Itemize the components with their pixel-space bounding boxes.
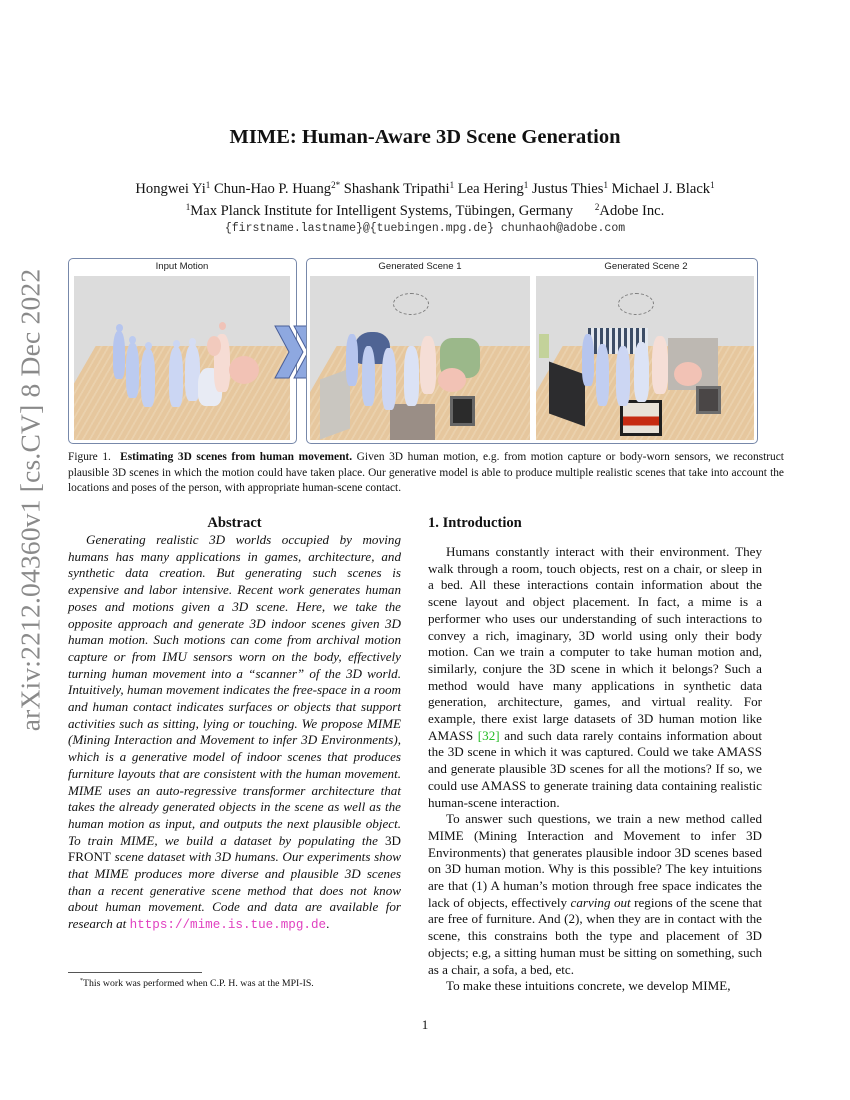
human-figure [438,368,466,392]
human-figure [229,356,259,384]
figure-caption [68,450,784,497]
side-table [696,386,721,414]
author-block [0,176,850,220]
intro-paragraph-1: Humans constantly interact with their environment. They walk through a room, touch objects, rest on a chair, or sleep in a bed. All these interactions contain information about the scene layout and object placement. In fact, a mime is a performer who uses our understanding of such interactions to convey a rich, imaginary, 3D world using only their body motion. Can we train a computer to take human motion and, similarly, conjure the 3D scene in which it belongs? Such a method would have many applications in synthetic data generation, architecture, games, and virtual reality. For example, there exist large datasets of 3D human motion like AMASS [32] and such data rarely contains information about the 3D scene in which it was captured. Could we take AMASS and generate plausible 3D scenes for all the motions? If so, we could use AMASS to generate training data containing realistic human-scene interaction. [428,544,762,810]
armchair-grey [390,404,435,440]
human-figure [169,347,183,407]
citation-link[interactable]: [32] [477,727,500,743]
human-figure [346,334,358,386]
panel-label: Generated Scene 1 [378,261,462,272]
author: Lea Hering$^1$ [457,180,529,197]
human-figure [126,343,139,398]
human-figure [141,349,155,407]
human-figure [616,346,630,406]
human-figure [362,346,375,406]
chandelier [393,293,429,315]
abstract-heading: Abstract [207,515,262,531]
cabinet [320,369,350,440]
panel-input-motion [68,258,297,444]
left-column [68,514,401,934]
panel-label: Input Motion [155,261,209,272]
scene-render-generated-2 [536,276,754,440]
panel-generated-scenes [306,258,758,444]
stool [539,334,549,358]
intro-paragraph-2: To answer such questions, we train a new method called MIME (Mining Interaction and Movement to infer 3D Environments) that generates plausible indoor 3D scenes based on 3D human motion. Why is this possible? The key intuitions are that (1) A human’s motion through free space indicates the lack of objects, effectively carving out regions of the scene that are free of furniture. And (2), when they are in contact with the scene, this constrains both the type and placement of 3D objects; e.g, a sitting human must be sitting on something, such as a chair, a sofa, a bed, etc. [428,811,762,977]
scene-render-input-motion [74,276,290,440]
side-table [450,396,475,426]
figure-label: Figure 1. [68,451,111,463]
human-figure [596,344,609,406]
human-figure [382,348,396,410]
human-figure [219,322,226,330]
caption-title: Estimating 3D scenes from human movement. [120,451,353,463]
author-emails: {firstname.lastname}@{tuebingen.mpg.de} chunhaoh@adobe.com [224,222,626,235]
footnote-divider [68,972,202,973]
figure-1 [68,258,758,444]
right-column [428,514,762,995]
human-figure [634,342,649,402]
scene-render-generated-1 [310,276,530,440]
affiliation-list [0,198,850,220]
author: Hongwei Yi$^1$ [135,180,211,197]
human-figure [652,336,668,394]
human-figure [674,362,702,386]
arxiv-stamp-text: arXiv:2212.04360v1 [cs.CV] 8 Dec 2022 [14,268,46,732]
chandelier [618,293,654,315]
author: Michael J. Black$^1$ [611,180,715,197]
author-list [0,176,850,198]
project-link[interactable]: https://mime.is.tue.mpg.de [129,918,327,933]
paper-title: MIME: Human-Aware 3D Scene Generation [229,126,621,148]
page-number: 1 [421,1017,429,1032]
panel-label: Generated Scene 2 [604,261,688,272]
author: Justus Thies$^1$ [531,180,608,197]
affiliation: $^2$Adobe Inc. [594,202,665,219]
abstract-text: Generating realistic 3D worlds occupied by moving humans has many applications in games, architecture, and synthetic data creation. But generating such scenes is expensive and labor intensive. Recent work generates human poses and motions given a 3D scene. Here, we take the opposite approach and generate 3D indoor scenes given 3D human motion. Such motions can come from archival motion capture or from IMU sensors worn on the body, effectively turning human movement into a “scanner” of the 3D world. Intuitively, human movement indicates the free-space in a room and human contact indicates surfaces or objects that support activities such as sitting, lying or touching. We propose MIME (Mining Interaction and Movement to infer 3D Environments), which is a generative model of indoor scenes that produces furniture layouts that are consistent with the human movement. MIME uses an auto-regressive transformer architecture that takes the already generated objects in the scene as well as the human motion as input, and outputs the next plausible object. To train MIME, we build a dataset by populating the 3D FRONT scene dataset with 3D humans. Our experiments show that MIME produces more diverse and plausible 3D scenes than a recent generative scene method that does not know about human movement. Code and data are available for research at https://mime.is.tue.mpg.de. [68,532,402,933]
human-figure [113,331,125,379]
footnote: *This work was performed when C.P. H. was at the MPI-IS. [80,978,314,989]
author: Chun-Hao P. Huang$^{2*}$ [213,180,341,197]
human-figure [207,336,221,356]
caption-text: Given 3D human motion, e.g. from motion capture or body-worn sensors, we reconstruct plausible 3D scenes in which the motion could have taken place. Our generative model is able to produce multiple realistic scenes that take into account the locations and poses of the person, with appropriate human-scene contact. [68,451,784,494]
arxiv-stamp [8,268,52,732]
human-figure [420,336,436,394]
introduction-heading: 1. Introduction [428,515,522,531]
affiliation: $^1$Max Planck Institute for Intelligent Systems, Tübingen, Germany [185,202,574,219]
intro-paragraph-3: To make these intuitions concrete, we develop MIME, [446,978,731,994]
human-figure [404,346,419,406]
human-figure [582,334,594,386]
author: Shashank Tripathi$^1$ [343,180,455,197]
